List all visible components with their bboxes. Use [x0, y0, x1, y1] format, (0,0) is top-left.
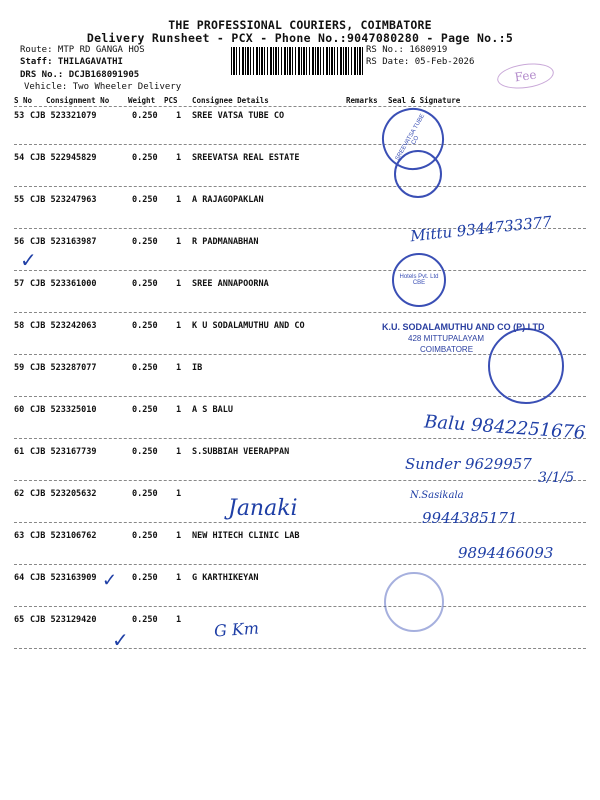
signature-gkm: G Km	[213, 618, 260, 641]
row-pcs: 1	[176, 489, 182, 499]
row-consignee: SREE ANNAPOORNA	[192, 279, 269, 289]
row-consignee: S.SUBBIAH VEERAPPAN	[192, 447, 290, 457]
row-sno: 61	[14, 447, 25, 457]
signature-mittu: Mittu 9344733377	[409, 212, 553, 246]
header-seal-signature: Seal & Signature	[388, 96, 461, 105]
row-sno: 57	[14, 279, 25, 289]
row-consignment-no: CJB 523325010	[30, 405, 97, 415]
row-weight: 0.250	[132, 531, 158, 541]
ko-stamp-city: COIMBATORE	[420, 345, 474, 354]
row-pcs: 1	[176, 111, 182, 121]
row-weight: 0.250	[132, 153, 158, 163]
rs-number: RS No.: 1680919	[366, 45, 448, 55]
header-divider	[14, 106, 586, 107]
row-weight: 0.250	[132, 195, 158, 205]
hotels-stamp: Hotels Pvt. Ltd CBE	[392, 253, 446, 307]
row-pcs: 1	[176, 615, 182, 625]
row-consignment-no: CJB 523205632	[30, 489, 97, 499]
sreevatsa-stamp: SREEVATSA TUBE CO	[371, 97, 456, 182]
row-divider	[14, 480, 586, 481]
row-pcs: 1	[176, 405, 182, 415]
row-weight: 0.250	[132, 447, 158, 457]
row-consignment-no: CJB 523321079	[30, 111, 97, 121]
header-sno: S No	[14, 96, 33, 105]
header-remarks: Remarks	[346, 96, 378, 105]
fee-handwritten-mark: Fee	[496, 60, 556, 92]
faded-seal-64	[384, 572, 444, 632]
row-divider	[14, 648, 586, 649]
signature-phone-63: 9894466093	[458, 544, 554, 562]
row-weight: 0.250	[132, 363, 158, 373]
row-divider	[14, 564, 586, 565]
header-weight: Weight	[128, 96, 156, 105]
ko-company-stamp: K.U. SODALAMUTHU AND CO (P) LTD	[382, 322, 545, 332]
row-consignment-no: CJB 523163909	[30, 573, 97, 583]
row-divider	[14, 270, 586, 271]
check-mark-65: ✓	[112, 628, 129, 652]
row-sno: 56	[14, 237, 25, 247]
row-sno: 60	[14, 405, 25, 415]
row-sno: 53	[14, 111, 25, 121]
row-divider	[14, 606, 586, 607]
row-consignment-no: CJB 523106762	[30, 531, 97, 541]
row-pcs: 1	[176, 237, 182, 247]
signature-sasikala-phone: 9944385171	[422, 509, 518, 527]
vehicle-label: Vehicle: Two Wheeler Delivery	[24, 82, 182, 92]
row-consignment-no: CJB 523129420	[30, 615, 97, 625]
row-divider	[14, 396, 586, 397]
signature-sunder: Sunder 9629957	[405, 455, 532, 473]
row-pcs: 1	[176, 531, 182, 541]
row-pcs: 1	[176, 447, 182, 457]
signature-sunder-date: 3/1/5	[538, 470, 575, 486]
row-weight: 0.250	[132, 279, 158, 289]
row-consignment-no: CJB 522945829	[30, 153, 97, 163]
company-title: THE PROFESSIONAL COURIERS, COIMBATORE	[168, 18, 432, 32]
row-sno: 54	[14, 153, 25, 163]
staff-label: Staff: THILAGAVATHI	[20, 57, 123, 67]
row-consignment-no: CJB 523287077	[30, 363, 97, 373]
row-weight: 0.250	[132, 573, 158, 583]
row-consignee: K U SODALAMUTHU AND CO	[192, 321, 305, 331]
row-divider	[14, 144, 586, 145]
row-consignment-no: CJB 523361000	[30, 279, 97, 289]
row-consignee: NEW HITECH CLINIC LAB	[192, 531, 300, 541]
row-weight: 0.250	[132, 237, 158, 247]
coimbatore-seal	[488, 328, 564, 404]
rs-date: RS Date: 05-Feb-2026	[366, 57, 475, 67]
row-pcs: 1	[176, 195, 182, 205]
row-consignee: A RAJAGOPAKLAN	[192, 195, 264, 205]
row-pcs: 1	[176, 573, 182, 583]
round-seal-54	[394, 150, 442, 198]
row-consignee: IB	[192, 363, 203, 373]
row-weight: 0.250	[132, 405, 158, 415]
check-mark-56: ✓	[20, 248, 37, 272]
header-pcs: PCS	[164, 96, 178, 105]
row-weight: 0.250	[132, 615, 158, 625]
ko-stamp-address: 428 MITTUPALAYAM	[408, 334, 485, 343]
row-sno: 59	[14, 363, 25, 373]
row-consignee: SREE VATSA TUBE CO	[192, 111, 285, 121]
header-consignee: Consignee Details	[192, 96, 269, 105]
row-sno: 62	[14, 489, 25, 499]
row-pcs: 1	[176, 363, 182, 373]
row-sno: 64	[14, 573, 25, 583]
drs-number: DRS No.: DCJB168091905	[20, 70, 140, 80]
row-pcs: 1	[176, 321, 182, 331]
row-consignment-no: CJB 523242063	[30, 321, 97, 331]
row-divider	[14, 312, 586, 313]
signature-balu: Balu 9842251676	[423, 411, 587, 444]
row-divider	[14, 186, 586, 187]
row-consignee: G KARTHIKEYAN	[192, 573, 259, 583]
row-sno: 65	[14, 615, 25, 625]
row-weight: 0.250	[132, 321, 158, 331]
barcode	[231, 47, 363, 75]
row-consignee: R PADMANABHAN	[192, 237, 259, 247]
row-sno: 55	[14, 195, 25, 205]
row-consignee: SREEVATSA REAL ESTATE	[192, 153, 300, 163]
route-label: Route: MTP RD GANGA HOS	[20, 45, 145, 55]
row-consignment-no: CJB 523167739	[30, 447, 97, 457]
header-consignment: Consignment No	[46, 96, 110, 105]
row-sno: 63	[14, 531, 25, 541]
row-pcs: 1	[176, 153, 182, 163]
row-sno: 58	[14, 321, 25, 331]
row-pcs: 1	[176, 279, 182, 289]
row-weight: 0.250	[132, 111, 158, 121]
signature-janaki: Janaki	[228, 496, 298, 521]
row-weight: 0.250	[132, 489, 158, 499]
row-consignment-no: CJB 523163987	[30, 237, 97, 247]
runsheet-subtitle: Delivery Runsheet - PCX - Phone No.:9047080280 - Page No.:5	[86, 31, 514, 45]
check-mark-64: ✓	[102, 570, 118, 591]
row-consignment-no: CJB 523247963	[30, 195, 97, 205]
row-consignee: A S BALU	[192, 405, 233, 415]
signature-sasikala: N.Sasikala	[410, 490, 464, 501]
row-divider	[14, 438, 586, 439]
